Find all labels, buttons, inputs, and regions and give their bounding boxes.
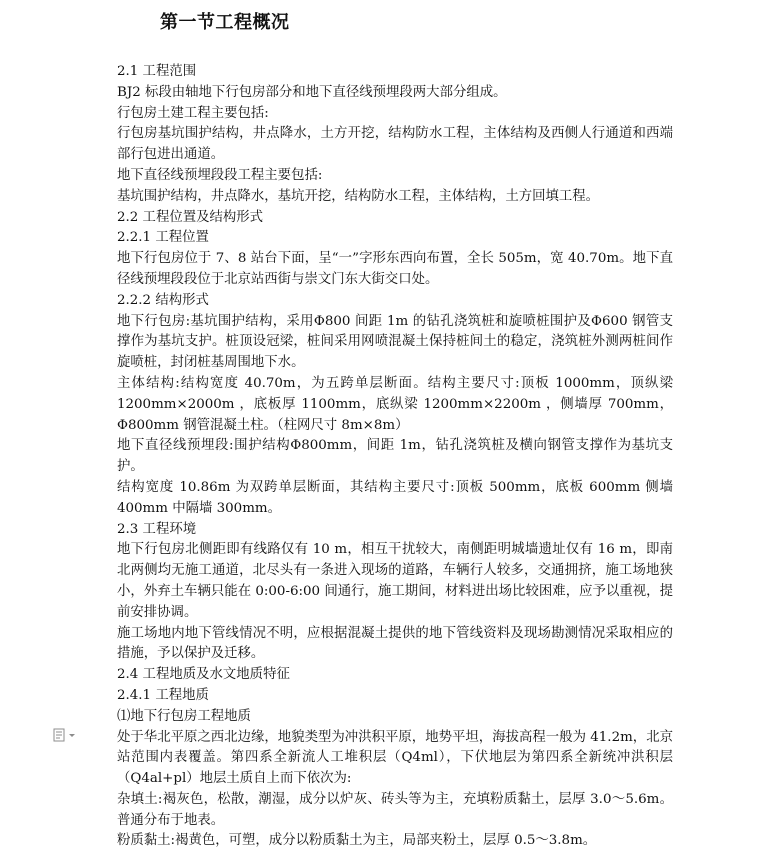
paragraph: 处于华北平原之西北边缘，地貌类型为冲洪积平原，地势平坦，海拔高程一般为 41.2m，北京站范围内表覆盖。第四系全新流人工堆积层（Q4ml），下伏地层为第四系全新统冲洪积层（Q4al+pl）地层土质自上而下依次为: [117,729,673,787]
paragraph: ⑴地下行包房工程地质 [117,708,251,724]
paragraph: 行包房土建工程主要包括: [117,105,269,121]
page-title: 第一节工程概况 [160,12,290,33]
section-heading: 2.1 工程范围 [117,64,197,79]
paragraph: 地下行包房北侧距即有线路仅有 10 m，相互干扰较大，南侧距明城墙遗址仅有 16 m，即南北两侧均无施工通道，北尽头有一条进入现场的道路，车辆行人较多，交通拥挤，施工场地狭小，外弃土车辆只能在 0:00-6:00 间通行，施工期间，材料进出场比较困难，应予以重视，提前安排协调。 [117,542,673,620]
paragraph: 结构宽度 10.86m 为双跨单层断面，其结构主要尺寸:顶板 500mm，底板 600mm 侧墙 400mm 中隔墙 300mm。 [117,479,673,516]
document-body [117,62,673,852]
paragraph: 基坑围护结构，井点降水，基坑开挖，结构防水工程，主体结构，土方回填工程。 [117,188,600,204]
paragraph-options-icon[interactable] [52,727,78,741]
paragraph: 地下行包房位于 7、8 站台下面，呈“一”字形东西向布置，全长 505m，宽 40.70m。地下直径线预埋段段位于北京站西街与崇文门东大街交口处。 [117,251,673,287]
paragraph: 粉质黏土:褐黄色，可塑，成分以粉质黏土为主，局部夹粉土，层厚 0.5～3.8m。 [117,833,597,849]
section-heading: 2.4 工程地质及水文地质特征 [117,667,290,683]
paragraph: BJ2 标段由轴地下行包房部分和地下直径线预埋段两大部分组成。 [117,84,507,100]
paragraph: 地下直径线预埋段:围护结构Φ800mm，间距 1m，钻孔浇筑桩及横向钢管支撑作为基坑支护。 [117,438,673,475]
subsection-heading: 2.2.2 结构形式 [117,292,209,308]
paragraph: 行包房基坑围护结构，井点降水，土方开挖，结构防水工程，主体结构及西侧人行通道和西端部行包进出通道。 [117,126,673,163]
subsection-heading: 2.2.1 工程位置 [117,230,209,246]
paragraph: 杂填土:褐灰色，松散，潮湿，成分以炉灰、砖头等为主，充填粉质黏土，层厚 3.0～5.6m。普通分布于地表。 [117,791,673,828]
paragraph: 施工场地内地下管线情况不明，应根据混凝土提供的地下管线资料及现场勘测情况采取相应的措施，予以保护及迁移。 [117,625,673,662]
paragraph: 主体结构:结构宽度 40.70m，为五跨单层断面。结构主要尺寸:顶板 1000mm，顶纵梁 1200mm×2000m ，底板厚 1100mm，底纵梁 1200mm×2200m ，侧墙厚 700mm， Φ800mm 钢管混凝土柱。（柱网尺寸 8m×8m） [117,375,673,433]
section-heading: 2.2 工程位置及结构形式 [117,209,264,225]
subsection-heading: 2.4.1 工程地质 [117,687,209,703]
paragraph: 地下行包房:基坑围护结构，采用Φ800 间距 1m 的钻孔浇筑桩和旋喷桩围护及Φ600 钢管支撑作为基坑支护。桩顶设冠梁，桩间采用网喷混凝土保持桩间土的稳定，浇筑桩外测两桩间作旋喷桩，封闭桩基周围地下水。 [117,313,673,371]
section-heading: 2.3 工程环境 [117,521,197,537]
paragraph: 地下直径线预埋段段工程主要包括: [117,167,323,183]
document-lines-icon [52,728,78,742]
